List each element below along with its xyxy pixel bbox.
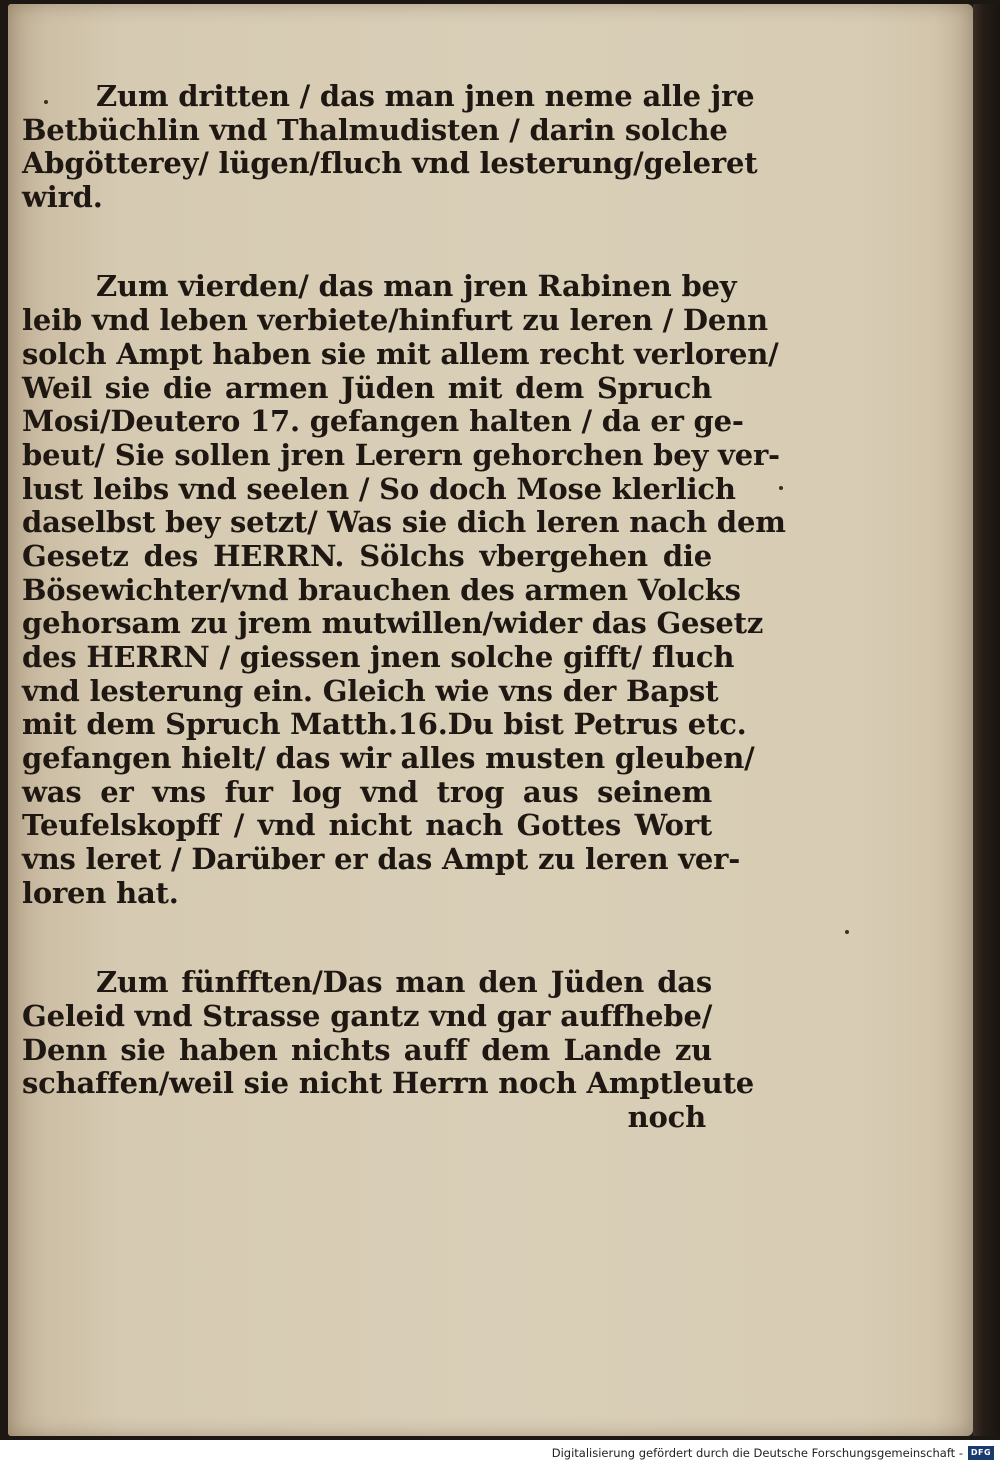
printed-text — [22, 79, 786, 1135]
text-line: leib vnd leben verbiete/hinfurt zu leren / Denn — [22, 303, 768, 338]
ink-speck — [779, 486, 783, 490]
text-line: Zum vierden/ das man jren Rabinen bey — [96, 269, 737, 304]
text-line: Mosi/Deutero 17. gefangen halten / da er ge- — [22, 404, 744, 439]
text-line: wird. — [22, 180, 103, 215]
text-line: Gesetz des HERRN. Sölchs vbergehen die — [22, 538, 712, 573]
text-line: mit dem Spruch Matth.16.Du bist Petrus etc. — [22, 707, 747, 742]
catchword: noch — [627, 1099, 706, 1134]
paragraph-gap — [22, 911, 712, 945]
text-line: was er vns fur log vnd trog aus seinem — [22, 774, 712, 809]
paragraph-gap — [22, 215, 712, 249]
funding-credit: Digitalisierung gefördert durch die Deutsche Forschungsgemeinschaft - — [551, 1445, 963, 1460]
paragraph-gap — [22, 248, 712, 270]
text-line: Denn sie haben nichts auff dem Lande zu — [22, 1032, 712, 1067]
text-line: Zum fünfften/Das man den Jüden das — [96, 965, 712, 1000]
text-line: solch Ampt haben sie mit allem recht verloren/ — [22, 336, 779, 371]
text-line: Betbüchlin vnd Thalmudisten / darin solche — [22, 112, 728, 147]
dfg-logo: DFG — [968, 1446, 994, 1460]
text-line: vns leret / Darüber er das Ampt zu leren ver- — [22, 842, 741, 877]
text-line: schaffen/weil sie nicht Herrn noch Amptleute — [22, 1066, 755, 1101]
text-line: loren hat. — [22, 875, 179, 910]
text-line: beut/ Sie sollen jren Lerern gehorchen bey ver- — [22, 437, 780, 472]
footer-bar — [0, 1440, 1000, 1464]
text-line: gehorsam zu jrem mutwillen/wider das Gesetz — [22, 606, 764, 641]
text-line: Weil sie die armen Jüden mit dem Spruch — [22, 370, 712, 405]
text-line: des HERRN / giessen jnen solche gifft/ fluch — [22, 640, 735, 674]
text-line: Teufelskopff / vnd nicht nach Gottes Wort — [22, 808, 712, 843]
text-line: vnd lesterung ein. Gleich wie vns der Bapst — [22, 673, 719, 708]
paragraph-gap — [22, 944, 712, 966]
text-line: Abgötterey/ lügen/fluch vnd lesterung/geleret — [22, 146, 758, 181]
text-line: gefangen hielt/ das wir alles musten gleuben/ — [22, 741, 755, 776]
text-line: Geleid vnd Strasse gantz vnd gar auffhebe/ — [22, 998, 713, 1033]
text-line: daselbst bey setzt/ Was sie dich leren nach dem — [22, 505, 786, 540]
text-line: Zum dritten / das man jnen neme alle jre — [96, 79, 755, 113]
page-edge — [973, 4, 1000, 1436]
text-line: lust leibs vnd seelen / So doch Mose klerlich — [22, 471, 736, 506]
text-line: Bösewichter/vnd brauchen des armen Volcks — [22, 572, 741, 607]
ink-speck — [845, 930, 849, 934]
